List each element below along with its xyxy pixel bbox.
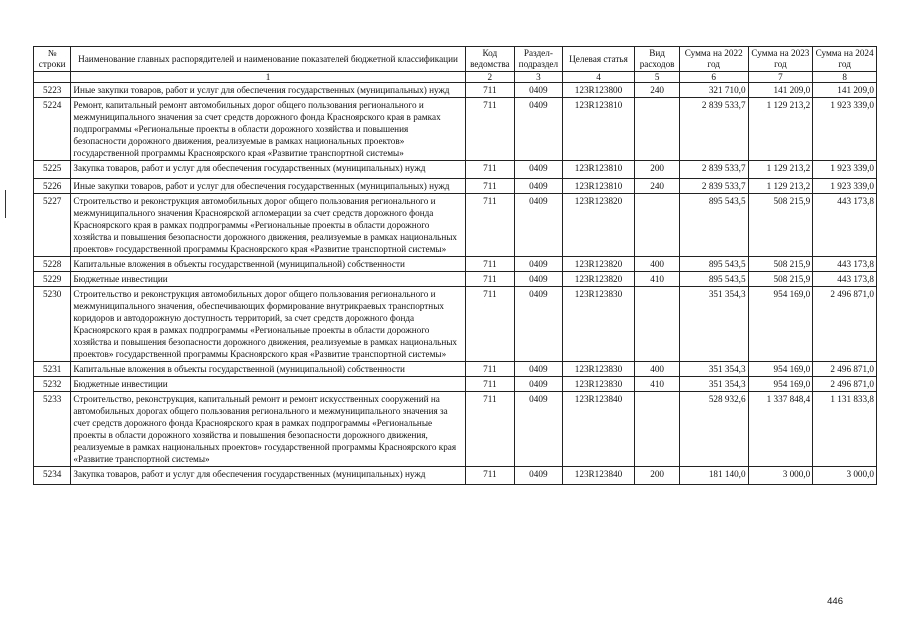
row-sum-2023: 1 129 213,2: [748, 98, 813, 161]
column-number-blank: [34, 72, 71, 83]
header-target-article: Целевая статья: [562, 47, 635, 72]
row-number: 5225: [34, 161, 71, 179]
row-expense-type: [635, 194, 679, 257]
header-sum-2024: Сумма на 2024 год: [813, 47, 877, 72]
row-name: Закупка товаров, работ и услуг для обеспечения государственных (муниципальных) нужд: [71, 467, 465, 485]
row-sum-2022: 2 839 533,7: [679, 161, 748, 179]
row-sum-2023: 141 209,0: [748, 83, 813, 98]
column-number: 4: [562, 72, 635, 83]
row-expense-type: 240: [635, 83, 679, 98]
row-name: Ремонт, капитальный ремонт автомобильных дорог общего пользования регионального и межмуниципального значения за счет средств дорожного фонда Красноярского края в рамках подпрограммы «Региональные проекты в области дорожного хозяйства и повышения безопасности дорожного движения, реализуемые в рамках национальных проектов» государственной программы Красноярского края «Развитие транспортной системы»: [71, 98, 465, 161]
row-section: 0409: [515, 98, 563, 161]
row-name: Бюджетные инвестиции: [71, 377, 465, 392]
row-department-code: 711: [465, 257, 515, 272]
page-number: 446: [827, 596, 843, 607]
row-sum-2022: 2 839 533,7: [679, 98, 748, 161]
table-row: [34, 467, 877, 485]
header-name: Наименование главных распорядителей и наименование показателей бюджетной классификации: [71, 47, 465, 72]
row-section: 0409: [515, 161, 563, 179]
row-section: 0409: [515, 83, 563, 98]
row-department-code: 711: [465, 377, 515, 392]
row-sum-2024: 443 173,8: [813, 257, 877, 272]
header-sum-2023: Сумма на 2023 год: [748, 47, 813, 72]
row-target-article: 123R123820: [562, 257, 635, 272]
row-name: Закупка товаров, работ и услуг для обеспечения государственных (муниципальных) нужд: [71, 161, 465, 179]
row-target-article: 123R123810: [562, 98, 635, 161]
row-sum-2024: 3 000,0: [813, 467, 877, 485]
row-section: 0409: [515, 377, 563, 392]
row-sum-2023: 954 169,0: [748, 377, 813, 392]
row-number: 5230: [34, 287, 71, 362]
row-sum-2023: 954 169,0: [748, 362, 813, 377]
row-name: Капитальные вложения в объекты государственной (муниципальной) собственности: [71, 362, 465, 377]
row-expense-type: 410: [635, 377, 679, 392]
row-expense-type: [635, 98, 679, 161]
row-target-article: 123R123820: [562, 194, 635, 257]
row-sum-2024: 1 131 833,8: [813, 392, 877, 467]
table-row: [34, 287, 877, 362]
row-sum-2022: 321 710,0: [679, 83, 748, 98]
row-name: Бюджетные инвестиции: [71, 272, 465, 287]
column-number: 7: [748, 72, 813, 83]
row-name: Строительство и реконструкция автомобильных дорог общего пользования регионального и межмуниципального значения, обеспечивающих формирование внутрикраевых транспортных коридоров и автодорожную доступность территорий, за счет средств дорожного фонда Красноярского края в рамках подпрограммы «Региональные проекты в области дорожного хозяйства и повышения безопасности дорожного движения, реализуемые в рамках национальных проектов» государственной программы Красноярского края «Развитие транспортной системы»: [71, 287, 465, 362]
header-sum-2022: Сумма на 2022 год: [679, 47, 748, 72]
row-section: 0409: [515, 194, 563, 257]
row-number: 5223: [34, 83, 71, 98]
row-sum-2023: 508 215,9: [748, 272, 813, 287]
row-expense-type: 400: [635, 257, 679, 272]
row-number: 5229: [34, 272, 71, 287]
row-number: 5224: [34, 98, 71, 161]
row-expense-type: 410: [635, 272, 679, 287]
header-section: Раздел-подраздел: [515, 47, 563, 72]
row-sum-2024: 1 923 339,0: [813, 161, 877, 179]
column-number: 8: [813, 72, 877, 83]
row-target-article: 123R123830: [562, 362, 635, 377]
row-target-article: 123R123810: [562, 161, 635, 179]
row-name: Строительство, реконструкция, капитальный ремонт и ремонт искусственных сооружений на автомобильных дорогах общего пользования регионального и межмуниципального значения за счет средств дорожного фонда Красноярского края в рамках подпрограммы «Региональные проекты в области дорожного хозяйства и повышения безопасности дорожного движения, реализуемые в рамках национальных проектов» государственной программы Красноярского края «Развитие транспортной системы»: [71, 392, 465, 467]
table-row: [34, 98, 877, 161]
header-expense-type: Вид расходов: [635, 47, 679, 72]
table-row: [34, 179, 877, 194]
row-name: Иные закупки товаров, работ и услуг для обеспечения государственных (муниципальных) нужд: [71, 83, 465, 98]
row-sum-2024: 1 923 339,0: [813, 179, 877, 194]
table-row: [34, 257, 877, 272]
row-sum-2024: 2 496 871,0: [813, 362, 877, 377]
row-number: 5226: [34, 179, 71, 194]
row-name: Капитальные вложения в объекты государственной (муниципальной) собственности: [71, 257, 465, 272]
row-number: 5232: [34, 377, 71, 392]
row-expense-type: 200: [635, 467, 679, 485]
table-row: [34, 161, 877, 179]
budget-table: [33, 46, 877, 485]
row-department-code: 711: [465, 194, 515, 257]
row-expense-type: 400: [635, 362, 679, 377]
row-department-code: 711: [465, 272, 515, 287]
table-row: [34, 392, 877, 467]
row-department-code: 711: [465, 362, 515, 377]
row-sum-2024: 443 173,8: [813, 272, 877, 287]
table-row: [34, 83, 877, 98]
row-department-code: 711: [465, 467, 515, 485]
row-sum-2024: 141 209,0: [813, 83, 877, 98]
row-target-article: 123R123840: [562, 392, 635, 467]
row-sum-2022: 351 354,3: [679, 377, 748, 392]
row-sum-2023: 1 129 213,2: [748, 179, 813, 194]
table-row: [34, 272, 877, 287]
row-target-article: 123R123810: [562, 179, 635, 194]
row-target-article: 123R123840: [562, 467, 635, 485]
row-sum-2022: 351 354,3: [679, 287, 748, 362]
column-number: 5: [635, 72, 679, 83]
row-sum-2023: 3 000,0: [748, 467, 813, 485]
row-number: 5227: [34, 194, 71, 257]
row-department-code: 711: [465, 98, 515, 161]
row-target-article: 123R123820: [562, 272, 635, 287]
row-section: 0409: [515, 467, 563, 485]
row-target-article: 123R123830: [562, 287, 635, 362]
row-sum-2023: 954 169,0: [748, 287, 813, 362]
row-expense-type: 240: [635, 179, 679, 194]
column-number: 1: [71, 72, 465, 83]
row-target-article: 123R123800: [562, 83, 635, 98]
row-target-article: 123R123830: [562, 377, 635, 392]
row-section: 0409: [515, 392, 563, 467]
row-section: 0409: [515, 257, 563, 272]
row-sum-2022: 2 839 533,7: [679, 179, 748, 194]
row-section: 0409: [515, 287, 563, 362]
row-sum-2022: 895 543,5: [679, 257, 748, 272]
row-number: 5234: [34, 467, 71, 485]
row-department-code: 711: [465, 179, 515, 194]
row-sum-2022: 528 932,6: [679, 392, 748, 467]
row-sum-2023: 508 215,9: [748, 194, 813, 257]
row-number: 5233: [34, 392, 71, 467]
row-sum-2024: 2 496 871,0: [813, 287, 877, 362]
row-sum-2024: 443 173,8: [813, 194, 877, 257]
table-row: [34, 377, 877, 392]
row-department-code: 711: [465, 287, 515, 362]
column-number: 6: [679, 72, 748, 83]
row-sum-2023: 1 129 213,2: [748, 161, 813, 179]
row-sum-2022: 895 543,5: [679, 272, 748, 287]
row-sum-2023: 1 337 848,4: [748, 392, 813, 467]
row-sum-2024: 2 496 871,0: [813, 377, 877, 392]
column-number: 2: [465, 72, 515, 83]
row-expense-type: [635, 392, 679, 467]
row-department-code: 711: [465, 392, 515, 467]
table-row: [34, 362, 877, 377]
row-section: 0409: [515, 272, 563, 287]
header-department-code: Код ведомства: [465, 47, 515, 72]
row-sum-2022: 351 354,3: [679, 362, 748, 377]
row-section: 0409: [515, 179, 563, 194]
margin-mark: [5, 190, 6, 218]
row-name: Иные закупки товаров, работ и услуг для обеспечения государственных (муниципальных) нужд: [71, 179, 465, 194]
header-row: [34, 47, 877, 72]
column-number: 3: [515, 72, 563, 83]
row-sum-2024: 1 923 339,0: [813, 98, 877, 161]
header-row-number: № строки: [34, 47, 71, 72]
row-sum-2022: 895 543,5: [679, 194, 748, 257]
row-number: 5228: [34, 257, 71, 272]
row-expense-type: [635, 287, 679, 362]
row-name: Строительство и реконструкция автомобильных дорог общего пользования регионального и межмуниципального значения Красноярской агломерации за счет средств дорожного фонда Красноярского края в рамках подпрограммы «Региональные проекты в области дорожного хозяйства и повышения безопасности дорожного движения, реализуемые в рамках национальных проектов» государственной программы Красноярского края «Развитие транспортной системы»: [71, 194, 465, 257]
row-department-code: 711: [465, 161, 515, 179]
row-number: 5231: [34, 362, 71, 377]
row-department-code: 711: [465, 83, 515, 98]
row-expense-type: 200: [635, 161, 679, 179]
row-sum-2022: 181 140,0: [679, 467, 748, 485]
table-row: [34, 194, 877, 257]
row-sum-2023: 508 215,9: [748, 257, 813, 272]
row-section: 0409: [515, 362, 563, 377]
column-number-row: [34, 72, 877, 83]
